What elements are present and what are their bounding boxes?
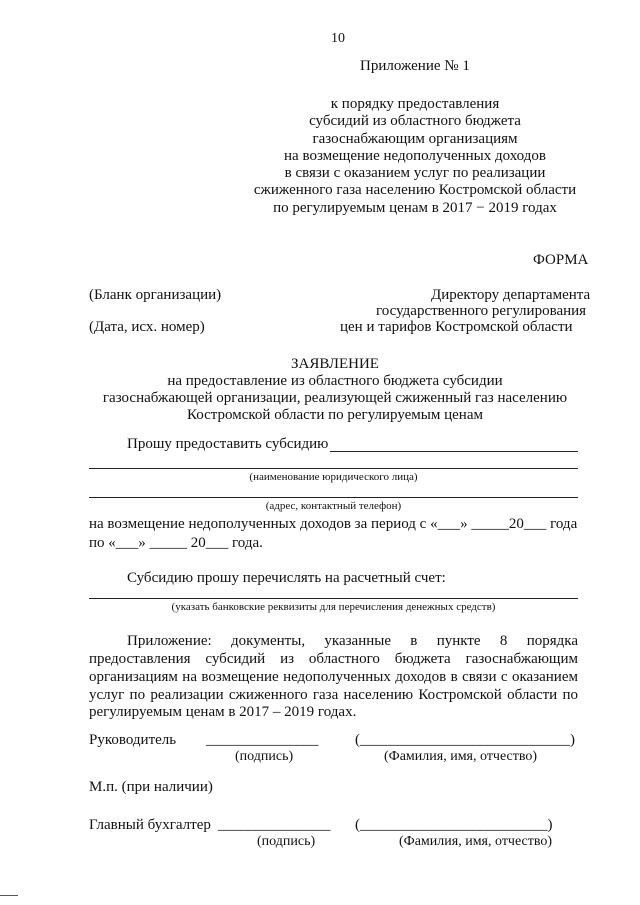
attachment-line: организациям на возмещение недополученных доходов в связи с оказанием [89,669,578,685]
appendix-line: к порядку предоставления [330,96,500,112]
head-name-line: (____________________________) [355,732,575,748]
attachment-line-4-wrap [89,687,578,704]
appendix-line: газоснабжающим организациям [312,130,518,147]
attachment-line-2-wrap [89,651,578,668]
statement-subtitle-2: газоснабжающей организации, реализующей сжиженный газ населению [102,390,568,406]
addressee-line-1: Директору департамента [431,287,591,303]
request-label: Прошу предоставить субсидию [127,436,329,452]
address-caption: (адрес, контактный телефон) [265,500,402,512]
head-signature-line: _______________ [206,732,319,748]
head-label: Руководитель [89,732,177,748]
page-number: 10 [331,31,345,46]
appendix-lines [250,96,580,217]
accountant-label: Главный бухгалтер [89,817,211,833]
attachment-line: Приложение: документы, указанные в пункте 8 порядка [127,633,578,649]
attachment-line-5: регулируемым ценам в 2017 – 2019 годах. [89,704,357,720]
statement-subtitle-3: Костромской области по регулируемым ценам [187,407,483,423]
blank-label: (Бланк организации) [89,287,222,303]
account-label: Субсидию прошу перечислять на расчетный счет: [127,570,446,586]
bank-field-line [89,598,578,599]
appendix-line: на возмещение недополученных доходов [284,147,546,164]
head-name-caption: (Фамилия, имя, отчество) [384,749,538,764]
page-edge-mark [0,895,18,896]
form-label: ФОРМА [533,252,589,268]
bank-caption: (указать банковские реквизиты для перечисления денежных средств) [171,601,496,613]
date-label: (Дата, исх. номер) [89,319,205,335]
appendix-line: сжиженного газа населению Костромской области [253,182,577,199]
period-line-2: по «___» _____ 20___ года. [89,535,263,551]
appendix-line: в связи с оказанием услуг по реализации [284,165,546,182]
accountant-sign-caption: (подпись) [257,834,316,849]
subsidy-field-line [330,451,578,452]
stamp-label: М.п. (при наличии) [89,779,213,795]
attachment-line-1-wrap [127,633,578,650]
org-name-caption: (наименование юридического лица) [249,471,418,483]
addressee-line-2: государственного регулирования [376,303,587,319]
attachment-line: услуг по реализации сжиженного газа населению Костромской области по [89,687,578,703]
accountant-signature-line: _______________ [218,817,331,833]
statement-subtitle-1: на предоставление из областного бюджета субсидии [167,373,503,389]
appendix-line: субсидий из областного бюджета [309,113,521,130]
accountant-name-caption: (Фамилия, имя, отчество) [399,834,553,849]
period-line-1: на возмещение недополученных доходов за период с «___» _____20___ года [89,516,578,532]
address-field-line [89,497,578,498]
attachment-line: предоставления субсидий из областного бюджета газоснабжающим [89,651,578,667]
appendix-title: Приложение № 1 [360,58,470,74]
appendix-line: по регулируемым ценам в 2017 − 2019 годах [273,199,557,216]
accountant-name-line: (_________________________) [355,817,553,833]
head-sign-caption: (подпись) [235,749,294,764]
org-name-field-line [89,468,578,469]
attachment-line-3-wrap [89,669,578,686]
addressee-line-3: цен и тарифов Костромской области [340,319,573,335]
statement-title: ЗАЯВЛЕНИЕ [291,356,379,372]
